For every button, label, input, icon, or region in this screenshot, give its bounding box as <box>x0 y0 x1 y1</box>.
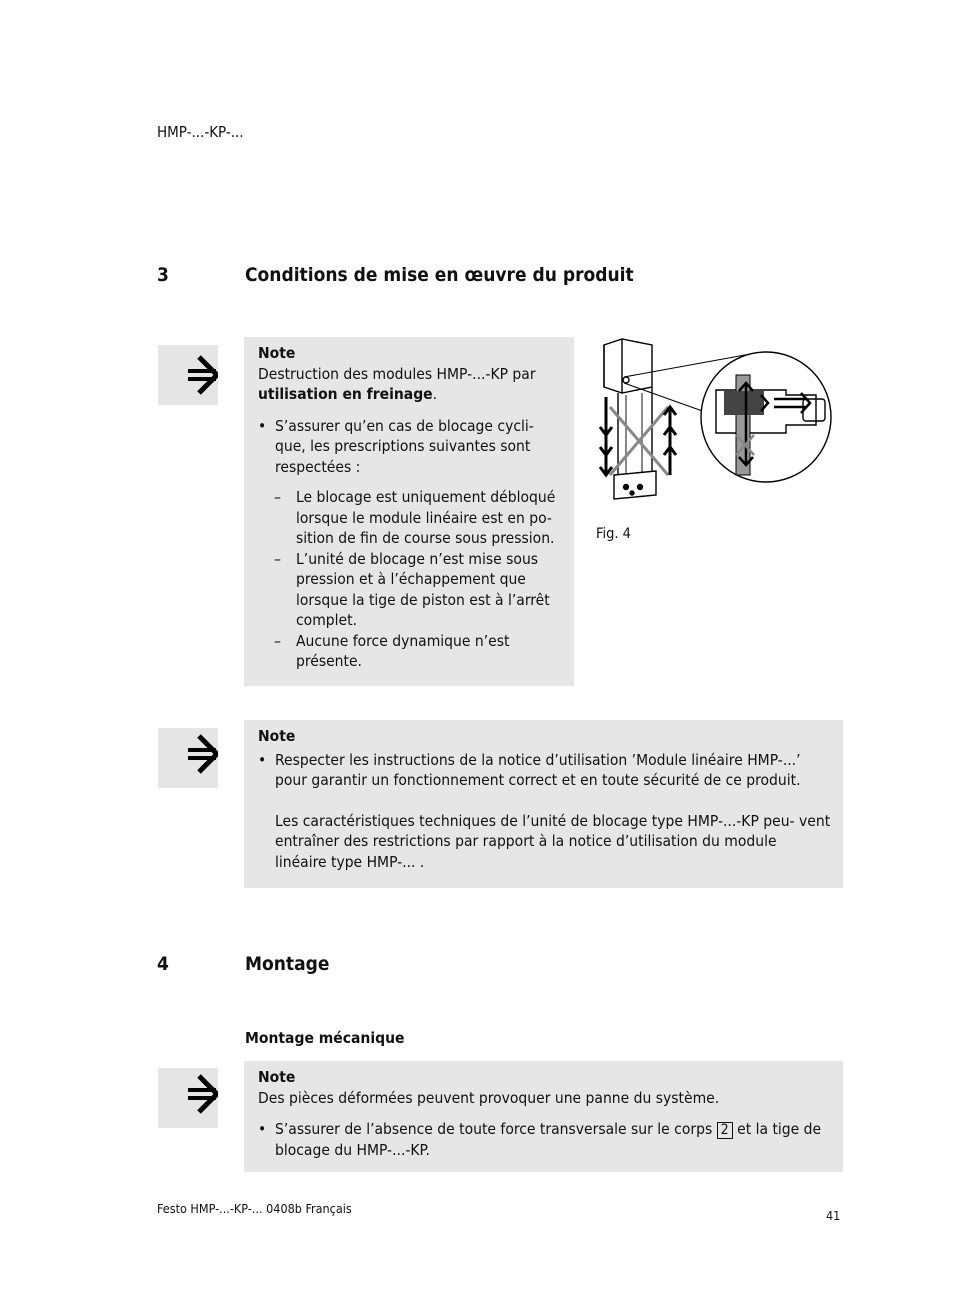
note-3-bullet-text <box>275 1119 831 1160</box>
note-2-paragraph: Les caractéristiques techniques de l’unité de blocage type HMP-...-KP peu- vent entraîner des restrictions par rapport à la notice d’utilisation du module linéaire type HMP-... . <box>275 811 831 871</box>
dash-icon: – <box>274 631 281 650</box>
subheading: Montage mécanique <box>245 1029 405 1047</box>
note-3-bullet-part-a: S’assurer de l’absence de toute force transversale sur le corps <box>275 1120 713 1138</box>
bullet-icon: • <box>258 1120 267 1138</box>
note-1-dash-text: Le blocage est uniquement débloqué lorsque le module linéaire est en po- sition de fin de course sous pression. <box>296 488 556 547</box>
section-3-number: 3 <box>157 264 169 286</box>
note-1-dash-item <box>274 631 562 672</box>
note-1-dash-item <box>274 549 562 631</box>
running-header: HMP-...-KP-... <box>157 123 244 141</box>
dash-icon: – <box>274 488 281 506</box>
note-1-lead-bold: utilisation en freinage <box>258 385 433 403</box>
note-3-lead: Des pièces déformées peuvent provoquer une panne du système. <box>258 1088 720 1107</box>
note-2-bullet-text: Respecter les instructions de la notice d’utilisation ’Module linéaire HMP-...’ pour garantir un fonctionnement correct et en toute sécurité de ce produit. <box>275 750 801 789</box>
note-2-title: Note <box>258 727 296 745</box>
note-1-title: Note <box>258 344 296 362</box>
bullet-icon: • <box>258 416 267 435</box>
note-1-dash-item <box>274 487 562 549</box>
note-3-bullet <box>258 1119 831 1160</box>
note-1-lead-text: Destruction des modules HMP-...-KP par <box>258 364 536 383</box>
dash-icon: – <box>274 549 281 568</box>
note-1-lead-end: . <box>432 385 438 403</box>
note-1-bullet <box>258 416 562 478</box>
note-2-box <box>244 720 843 888</box>
note-2-arrow-icon <box>158 728 218 788</box>
section-4-title: Montage <box>245 953 330 975</box>
footer-left: Festo HMP-...-KP-... 0408b Français <box>157 1201 352 1216</box>
figure-4-illustration <box>596 335 836 500</box>
note-1-box <box>244 337 574 686</box>
note-1-dash-text: Aucune force dynamique n’est présente. <box>296 631 510 670</box>
note-2-bullet <box>258 750 831 791</box>
note-1-dash-text: L’unité de blocage n’est mise sous pression et à l’échappement que lorsque la tige de piston est à l’arrêt complet. <box>296 549 550 629</box>
note-1-lead <box>258 364 562 405</box>
note-1-arrow-icon <box>158 345 218 405</box>
page-number: 41 <box>826 1208 841 1223</box>
bullet-icon: • <box>258 750 267 769</box>
note-1-dash-list <box>258 487 562 672</box>
part-number-badge: 2 <box>717 1122 733 1139</box>
figure-4-caption: Fig. 4 <box>596 526 631 542</box>
section-3-title: Conditions de mise en œuvre du produit <box>245 264 634 286</box>
note-3-title: Note <box>258 1068 296 1086</box>
note-3-box <box>244 1061 843 1172</box>
note-3-bullet-part-b: et la tige de blocage du HMP-...-KP. <box>275 1120 822 1159</box>
section-4-number: 4 <box>157 953 169 975</box>
note-1-bullet-text: S’assurer qu’en cas de blocage cycli- que, les prescriptions suivantes sont respectées : <box>275 416 534 476</box>
note-3-arrow-icon <box>158 1068 218 1128</box>
